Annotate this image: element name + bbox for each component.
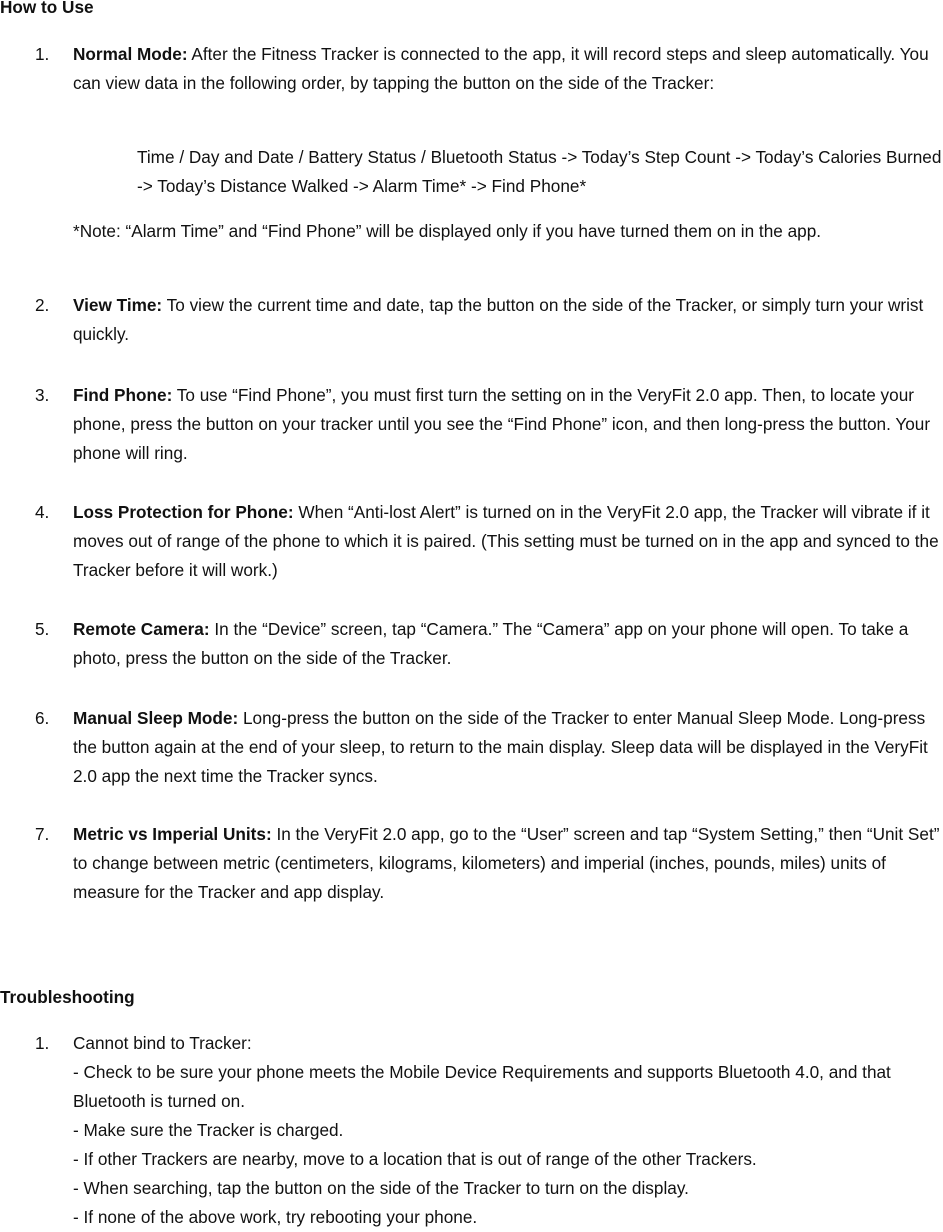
item-number: 5.: [35, 619, 50, 639]
item-text: Long-press the button on the side of the Tracker to enter Manual Sleep Mode. Long-press the button again at the end of your sleep, to return to the main display. Sleep data will be displayed in the VeryFit 2.0 app the next time the Tracker syncs.: [73, 708, 928, 786]
item-label: Metric vs Imperial Units:: [73, 824, 272, 844]
display-order-text: Time / Day and Date / Battery Status / Bluetooth Status -> Today’s Step Count -> Today’s Calories Burned -> Today’s Distance Walked -> Alarm Time* -> Find Phone*: [137, 147, 942, 196]
bullet-item: - When searching, tap the button on the side of the Tracker to turn on the display.: [73, 1178, 689, 1198]
item-text: After the Fitness Tracker is connected to the app, it will record steps and sleep automatically. You can view data in the following order, by tapping the button on the side of the Tracker:: [73, 44, 929, 93]
item-number: 2.: [35, 295, 50, 315]
list-item: [35, 291, 943, 349]
item-text: To view the current time and date, tap the button on the side of the Tracker, or simply turn your wrist quickly.: [73, 295, 924, 344]
list-item: [35, 40, 943, 98]
list-item: [35, 381, 943, 468]
item-number: 1.: [35, 1033, 50, 1053]
list-item: [35, 615, 943, 673]
section-heading-troubleshooting: Troubleshooting: [0, 987, 135, 1007]
item-label: View Time:: [73, 295, 163, 315]
item-text: To use “Find Phone”, you must first turn the setting on in the VeryFit 2.0 app. Then, to locate your phone, press the button on your tracker until you see the “Find Phone” icon, and then long-press the button. Your phone will ring.: [73, 385, 931, 463]
bullet-list: [73, 1058, 943, 1232]
list-item: [35, 704, 943, 791]
item-number: 6.: [35, 708, 50, 728]
item-number: 4.: [35, 502, 50, 522]
list-item: [35, 820, 943, 907]
item-label: Manual Sleep Mode:: [73, 708, 239, 728]
item-label: Remote Camera:: [73, 619, 210, 639]
item-label: Loss Protection for Phone:: [73, 502, 294, 522]
note-text: *Note: “Alarm Time” and “Find Phone” will be displayed only if you have turned them on in the app.: [73, 221, 822, 241]
item-title: Cannot bind to Tracker:: [73, 1033, 252, 1053]
bullet-item: - Make sure the Tracker is charged.: [73, 1120, 344, 1140]
item-number: 1.: [35, 44, 50, 64]
item-text: When “Anti-lost Alert” is turned on in the VeryFit 2.0 app, the Tracker will vibrate if it moves out of range of the phone to which it is paired. (This setting must be turned on in the app and synced to the Tracker before it will work.): [73, 502, 939, 580]
item-text: In the “Device” screen, tap “Camera.” The “Camera” app on your phone will open. To take a photo, press the button on the side of the Tracker.: [73, 619, 909, 668]
item-number: 3.: [35, 385, 50, 405]
bullet-item: - If none of the above work, try rebooting your phone.: [73, 1207, 478, 1227]
section-heading-how-to-use: How to Use: [0, 0, 94, 17]
bullet-item: - If other Trackers are nearby, move to a location that is out of range of the other Trackers.: [73, 1149, 757, 1169]
item-number: 7.: [35, 824, 50, 844]
item-label: Find Phone:: [73, 385, 173, 405]
list-item: [35, 1029, 943, 1232]
bullet-item: - Check to be sure your phone meets the Mobile Device Requirements and supports Bluetooth 4.0, and that Bluetooth is turned on.: [73, 1062, 891, 1111]
list-item: [35, 498, 943, 585]
item-text: In the VeryFit 2.0 app, go to the “User” screen and tap “System Setting,” then “Unit Set” to change between metric (centimeters, kilograms, kilometers) and imperial (inches, pounds, miles) units of measure for the Tracker and app display.: [73, 824, 940, 902]
item-label: Normal Mode:: [73, 44, 188, 64]
